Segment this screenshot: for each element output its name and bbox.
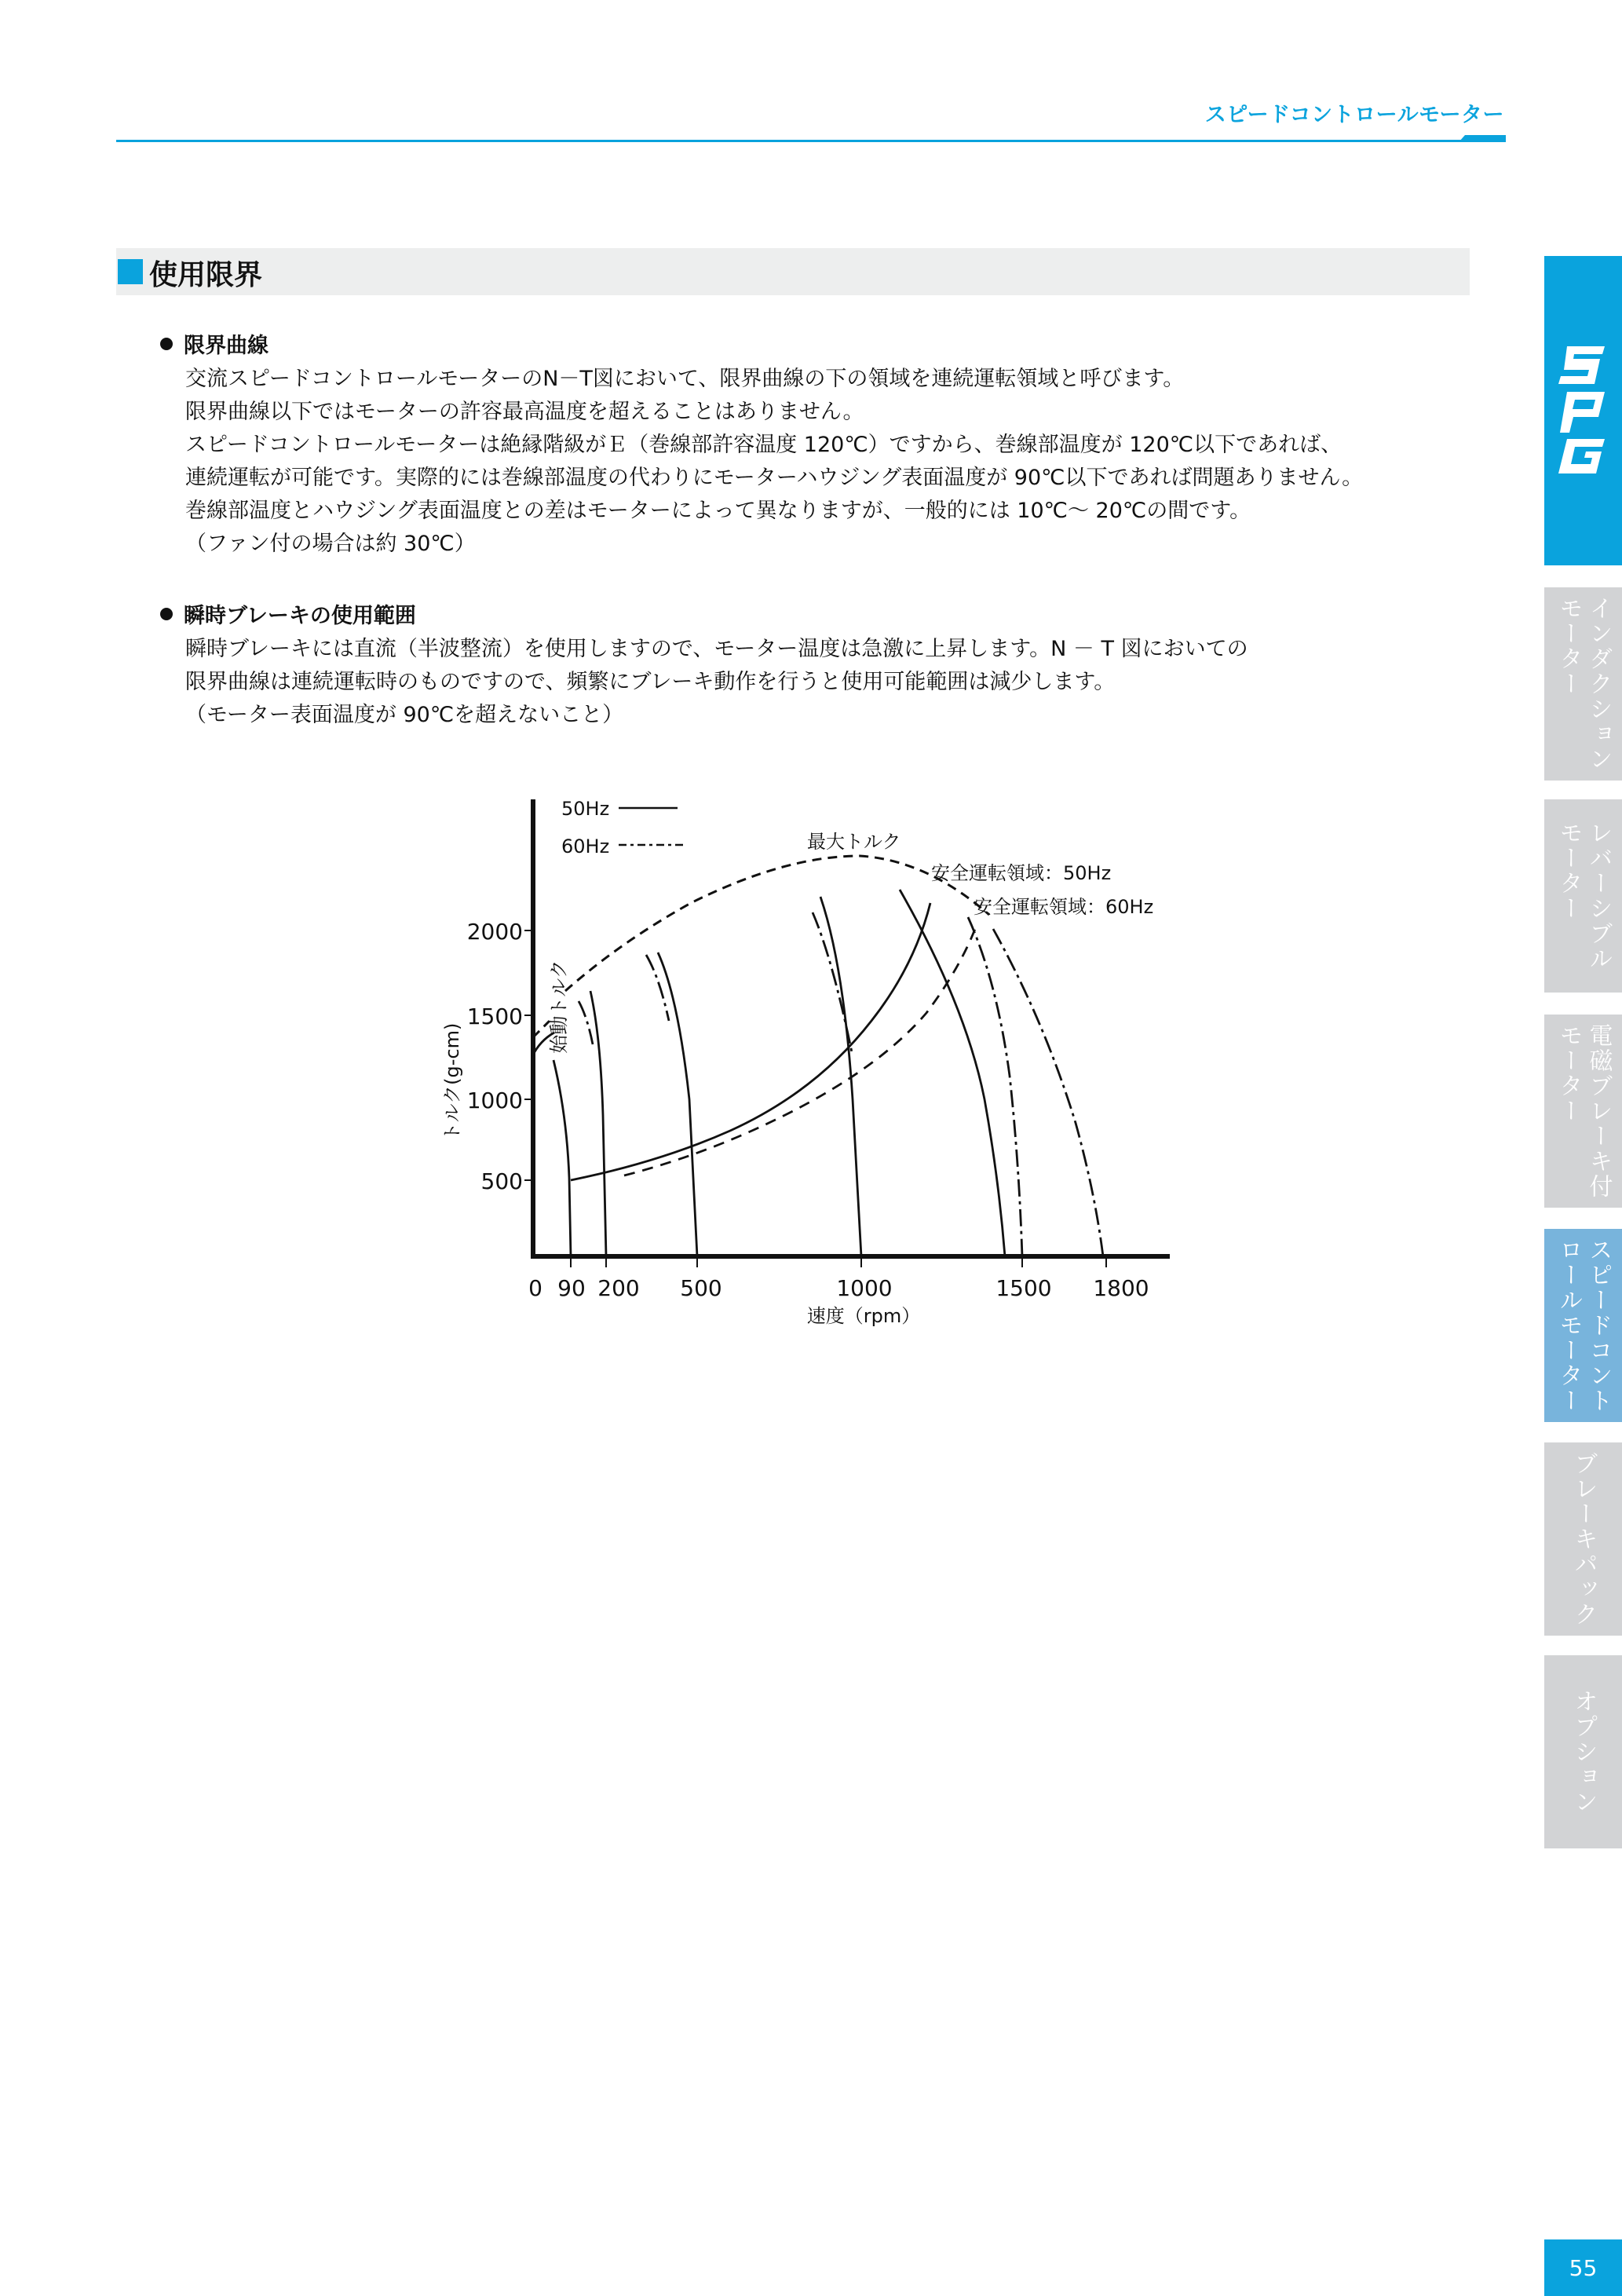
side-tab-electromagnetic-brake-motor[interactable] [1544, 1015, 1622, 1208]
svg-text:1000: 1000 [836, 1275, 893, 1301]
annotation-max-torque: 最大トルク [807, 831, 901, 853]
side-tab-spg-brand[interactable] [1544, 256, 1622, 565]
series-60hz-speed-curves [579, 912, 1103, 1256]
svg-text:0: 0 [528, 1275, 542, 1301]
series-50hz-speed-curves [532, 890, 1005, 1256]
bullet-icon [160, 608, 173, 620]
side-tab-brake-pack[interactable] [1544, 1442, 1622, 1636]
side-tab-label: 電磁ブレーキ付 モーター [1554, 1023, 1613, 1199]
svg-text:1800: 1800 [1093, 1275, 1149, 1301]
series-safe-region-60hz [624, 923, 977, 1175]
side-tab-label: スピードコント ロールモーター [1554, 1238, 1613, 1413]
bullet-heading-text: 瞬時ブレーキの使用範囲 [184, 604, 416, 628]
svg-text:2000: 2000 [466, 919, 523, 945]
paragraph-line: 瞬時ブレーキには直流（半波整流）を使用しますので、モーター温度は急激に上昇します。N － T 図においての [185, 637, 1248, 661]
side-tab-label: インダクション モーター [1554, 596, 1613, 772]
svg-text:1000: 1000 [466, 1088, 523, 1113]
side-tab-reversible-motor[interactable] [1544, 799, 1622, 993]
side-tab-options[interactable] [1544, 1655, 1622, 1848]
side-tab-induction-motor[interactable] [1544, 587, 1622, 781]
paragraph-line: 交流スピードコントロールモーターのN－T図において、限界曲線の下の領域を連続運転領域と呼びます。 [185, 367, 1185, 391]
y-axis-label: トルク(g-cm) [441, 1022, 463, 1142]
side-tab-label: レバーシブル モーター [1554, 821, 1613, 971]
section-marker-icon [118, 259, 143, 284]
annotation-starting-torque: 始動トルク [548, 960, 570, 1054]
series-max-torque-start [534, 1021, 550, 1036]
paragraph-limit-curve [185, 363, 1363, 561]
bullet-heading-instant-brake [160, 598, 416, 629]
side-tab-speed-control-motor[interactable] [1544, 1229, 1622, 1422]
x-tick-labels [528, 1275, 1149, 1301]
paragraph-line: （ファン付の場合は約 30℃） [185, 532, 476, 556]
spg-logo-icon [1556, 340, 1611, 481]
paragraph-line: 連続運転が可能です。実際的には巻線部温度の代わりにモーターハウジング表面温度が 90℃以下であれば問題ありません。 [185, 466, 1364, 490]
x-ticks [571, 1256, 1106, 1267]
side-tab-label: ブレーキパック [1569, 1451, 1598, 1627]
y-ticks [524, 930, 533, 1180]
paragraph-line: 限界曲線以下ではモーターの許容最高温度を超えることはありません。 [185, 400, 864, 424]
paragraph-line: 巻線部温度とハウジング表面温度との差はモーターによって異なりますが、一般的には 10℃～ 20℃の間です。 [185, 499, 1251, 523]
paragraph-line: スピードコントロールモーターは絶縁階級がＥ（巻線部許容温度 120℃）ですから、巻線部温度が 120℃以下であれば、 [185, 433, 1343, 457]
side-tab-label: オプション [1569, 1689, 1598, 1815]
paragraph-line: 限界曲線は連続運転時のものですので、頻繁にブレーキ動作を行うと使用可能範囲は減少します。 [185, 670, 1116, 694]
paragraph-line: （モーター表面温度が 90℃を超えないこと） [185, 703, 624, 727]
annotation-safe-50hz: 安全運転領域：50Hz [931, 862, 1112, 884]
annotation-safe-60hz: 安全運転領域：60Hz [974, 896, 1154, 918]
series-max-torque [565, 856, 989, 991]
header-divider [116, 140, 1506, 142]
svg-text:1500: 1500 [995, 1275, 1052, 1301]
svg-text:200: 200 [597, 1275, 640, 1301]
svg-text:500: 500 [680, 1275, 722, 1301]
svg-text:500: 500 [480, 1168, 523, 1194]
bullet-heading-limit-curve [160, 328, 269, 359]
category-title: スピードコントロールモーター [1204, 103, 1504, 127]
svg-text:90: 90 [557, 1275, 586, 1301]
header-accent-tab [1459, 135, 1506, 142]
section-title: 使用限界 [149, 259, 263, 291]
y-tick-labels [467, 919, 523, 1194]
section-heading-bar [116, 248, 1470, 295]
bullet-icon [160, 338, 173, 350]
page-number: 55 [1544, 2239, 1622, 2296]
paragraph-instant-brake [185, 633, 1248, 732]
series-safe-region-50hz [571, 903, 930, 1180]
x-axis-label: 速度（rpm） [806, 1305, 921, 1327]
legend-60hz-label: 60Hz [561, 835, 610, 857]
svg-text:1500: 1500 [466, 1004, 523, 1029]
legend-50hz-label: 50Hz [561, 798, 610, 820]
bullet-heading-text: 限界曲線 [184, 334, 269, 358]
